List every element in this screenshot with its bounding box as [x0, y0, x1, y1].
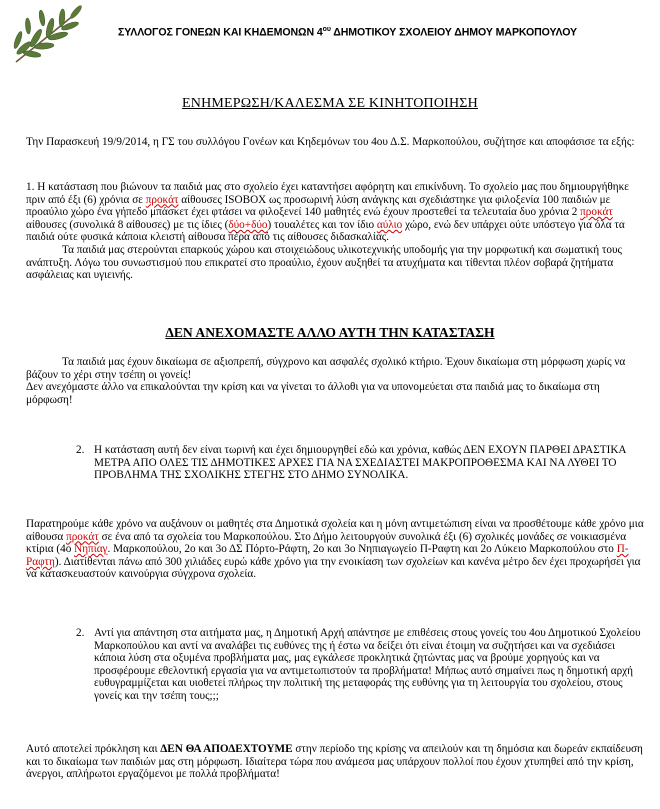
- list-number: 2.: [76, 627, 85, 639]
- point-2-paragraph: Η κατάσταση αυτή δεν είναι τωρινή και έχει δημιουργηθεί εδώ και χρόνια, καθώς ΔΕΝ ΕΧΟΥΝ ΠΑΡΘΕΙ ΔΡΑΣΤΙΚΑ ΜΕΤΡΑ ΑΠΟ ΟΛΕΣ ΤΙΣ ΔΗΜΟΤΙΚΕΣ ΑΡΧΕΣ ΓΙΑ ΝΑ ΣΧΕΔΙΑΣΤΕΙ ΜΑΚΡΟΠΡΟΘΕΣΜΑ ΚΑΙ ΝΑ ΛΥΘΕΙ ΤΟ ΠΡΟΒΛΗΜΑ ΤΗΣ ΣΧΟΛΙΚΗΣ ΣΤΕΓΗΣ ΣΤΟ ΔΗΜΟ ΣΥΝΟΛΙΚΑ.: [94, 444, 626, 482]
- spellcheck-word: δύο+δύο: [228, 218, 268, 231]
- document-title: ΕΝΗΜΕΡΩΣΗ/ΚΑΛΕΣΜΑ ΣΕ ΚΙΝΗΤΟΠΟΙΗΣΗ: [182, 96, 478, 111]
- spellcheck-word: προκάτ: [145, 193, 179, 206]
- spellcheck-word: αύλιο: [376, 218, 403, 231]
- point-3-paragraph: Αντί για απάντηση στα αιτήματα μας, η Δημοτική Αρχή απάντησε με επιθέσεις στους γονείς του 4ου Δημοτικού Σχολείου Μαρκοπούλου και αντί να αναλάβει τις ευθύνες της ή έστω να δείξει ότι είναι έτοιμη να συζητήσει και να σχεδιάσει κάποια λύση στα οξυμένα προβλήματα μας, μας εγκάλεσε προκλητικά ζητώντας μας να βρούμε χορηγούς και να προσφέρουμε εθελοντική εργασία για να αντιμετωπιστούν τα προβλήματα! Μήπως αυτό σημαίνει πως η δημοτική αρχή ευθυγραμμίζεται και υιοθετεί πλήρως την πολιτική της μεταφοράς της ευθύνης για τη λειτουργία του σχολείου, στους γονείς και την τσέπη τους;;;: [94, 627, 641, 702]
- closing-paragraph: Αυτό αποτελεί πρόκληση και ΔΕΝ ΘΑ ΑΠΟΔΕΧΤΟΥΜΕ στην περίοδο της κρίσης να απειλούν και τη δημόσια και δωρεάν εκπαίδευση και το δικαίωμα των παιδιών μας στη μόρφωση. Ιδιαίτερα τώρα που ανάμεσα μας υπάρχουν πολλοί που έχουν χτυπηθεί από την κρίση, άνεργοι, απλήρωτοι εργαζόμενοι με πολλά προβλήματα!: [26, 743, 643, 781]
- intro-paragraph: Την Παρασκευή 19/9/2014, η ΓΣ του συλλόγου Γονέων και Κηδεμόνων του 4ου Δ.Σ. Μαρκοπούλου, συζήτησε και αποφάσισε τα εξής:: [26, 136, 635, 148]
- emphasis: ΔΕΝ ΘΑ ΑΠΟΔΕΧΤΟΥΜΕ: [160, 743, 293, 755]
- spellcheck-word: προκάτ: [66, 530, 99, 543]
- section-heading: ΔΕΝ ΑΝΕΧΟΜΑΣΤΕ ΑΛΛΟ ΑΥΤΗ ΤΗΝ ΚΑΤΑΣΤΑΣΗ: [165, 325, 495, 340]
- list-number: 2.: [76, 444, 85, 456]
- point-1-paragraph: 1. Η κατάσταση που βιώνουν τα παιδιά μας στο σχολείο έχει καταντήσει αφόρητη και επικίνδυνη. Το σχολείο μας που δημιουργήθηκε πριν από έξι (6) χρόνια σε προκάτ αίθουσες ISOBOX ως προσωρινή λύση ανάγκης και σχεδιάστηκε για φιλοξενία 100 παιδιών με προαύλιο χώρο ένα γήπεδο μπάσκετ έχει φτάσει να φιλοξενεί 140 μαθητές ενώ έχουν προστεθεί τα τελευταία δυο χρόνια 2 προκάτ αίθουσες (συνολικά 8 αίθουσες) με τις ίδιες (δύο+δύο) τουαλέτες και τον ίδιο αύλιο χώρο, ενώ δεν υπάρχει ούτε υπόστεγο για όλα τα παιδιά ούτε φυσικά κάποια κλειστή αίθουσα πέρα από τις αίθουσες διδασκαλίας. Τα παιδιά μας στερούνται επαρκούς χώρου και στοιχειώδους υλικοτεχνικής υποδομής για την μορφωτική και σωματική τους ανάπτυξη. Λόγω του συνωστισμού που επικρατεί στο προαύλιο, έχουν αυξηθεί τα ατυχήματα και τίθενται πλέον σοβαρά ζητήματα ασφάλειας και υγιεινής.: [26, 181, 646, 282]
- olive-branch-logo: [6, 4, 88, 66]
- association-name: ΣΥΛΛΟΓΟΣ ΓΟΝΕΩΝ ΚΑΙ ΚΗΔΕΜΟΝΩΝ $4^{o\upsilon}$ ΔΗΜΟΤΙΚΟΥ ΣΧΟΛΕΙΟΥ ΔΗΜΟΥ ΜΑΡΚΟΠΟΥΛΟΥ: [118, 26, 578, 39]
- point-1-paragraph-2: Τα παιδιά μας στερούνται επαρκούς χώρου και στοιχειώδους υλικοτεχνικής υποδομής για την μορφωτική και σωματική τους ανάπτυξη. Λόγω του συνωστισμού που επικρατεί στο προαύλιο, έχουν αυξηθεί τα ατυχήματα και τίθενται πλέον σοβαρά ζητήματα ασφάλειας και υγιεινής.: [26, 243, 622, 282]
- spellcheck-word: Νηπιαγ: [74, 543, 108, 556]
- observation-paragraph: Παρατηρούμε κάθε χρόνο να αυξάνουν οι μαθητές στα Δημοτικά σχολεία και η μόνη αντιμετώπιση είναι να προσθέτουμε κάθε χρόνο μια αίθουσα προκάτ σε ένα από τα σχολεία του Μαρκοπούλου. Στο Δήμο λειτουργούν συνολικά έξι (6) σχολικές μονάδες σε νοικιασμένα κτίρια (4ο Νηπιαγ. Μαρκοπούλου, 2ο και 3ο ΔΣ Πόρτο-Ράφτη, 2ο και 3ο Νηπιαγωγείο Π-Ραφτη και 2ο Λύκειο Μαρκοπούλου στο Π-Ραφτη). Διατίθενται πάνω από 300 χιλιάδες ευρώ κάθε χρόνο για την ενοικίαση των σχολείων και κανένα μέτρο δεν έχει προχωρήσει για να κατασκευαστούν καινούργια σύγχρονα σχολεία.: [26, 518, 644, 581]
- spellcheck-word: Π-Ραφτη: [26, 543, 629, 568]
- rights-paragraph: Τα παιδιά μας έχουν δικαίωμα σε αξιοπρεπή, σύγχρονο και ασφαλές σχολικό κτήριο. Έχουν δικαίωμα στη μόρφωση χωρίς να βάζουν το χέρι στην τσέπη οι γονείς! Δεν ανεχόμαστε άλλο να επικαλούνται την κρίση και να γίνεται το άλλοθι για να υπονομεύεται στα παιδιά μας το δικαίωμα στη μόρφωση!: [26, 356, 626, 406]
- spellcheck-word: προκάτ: [580, 206, 613, 219]
